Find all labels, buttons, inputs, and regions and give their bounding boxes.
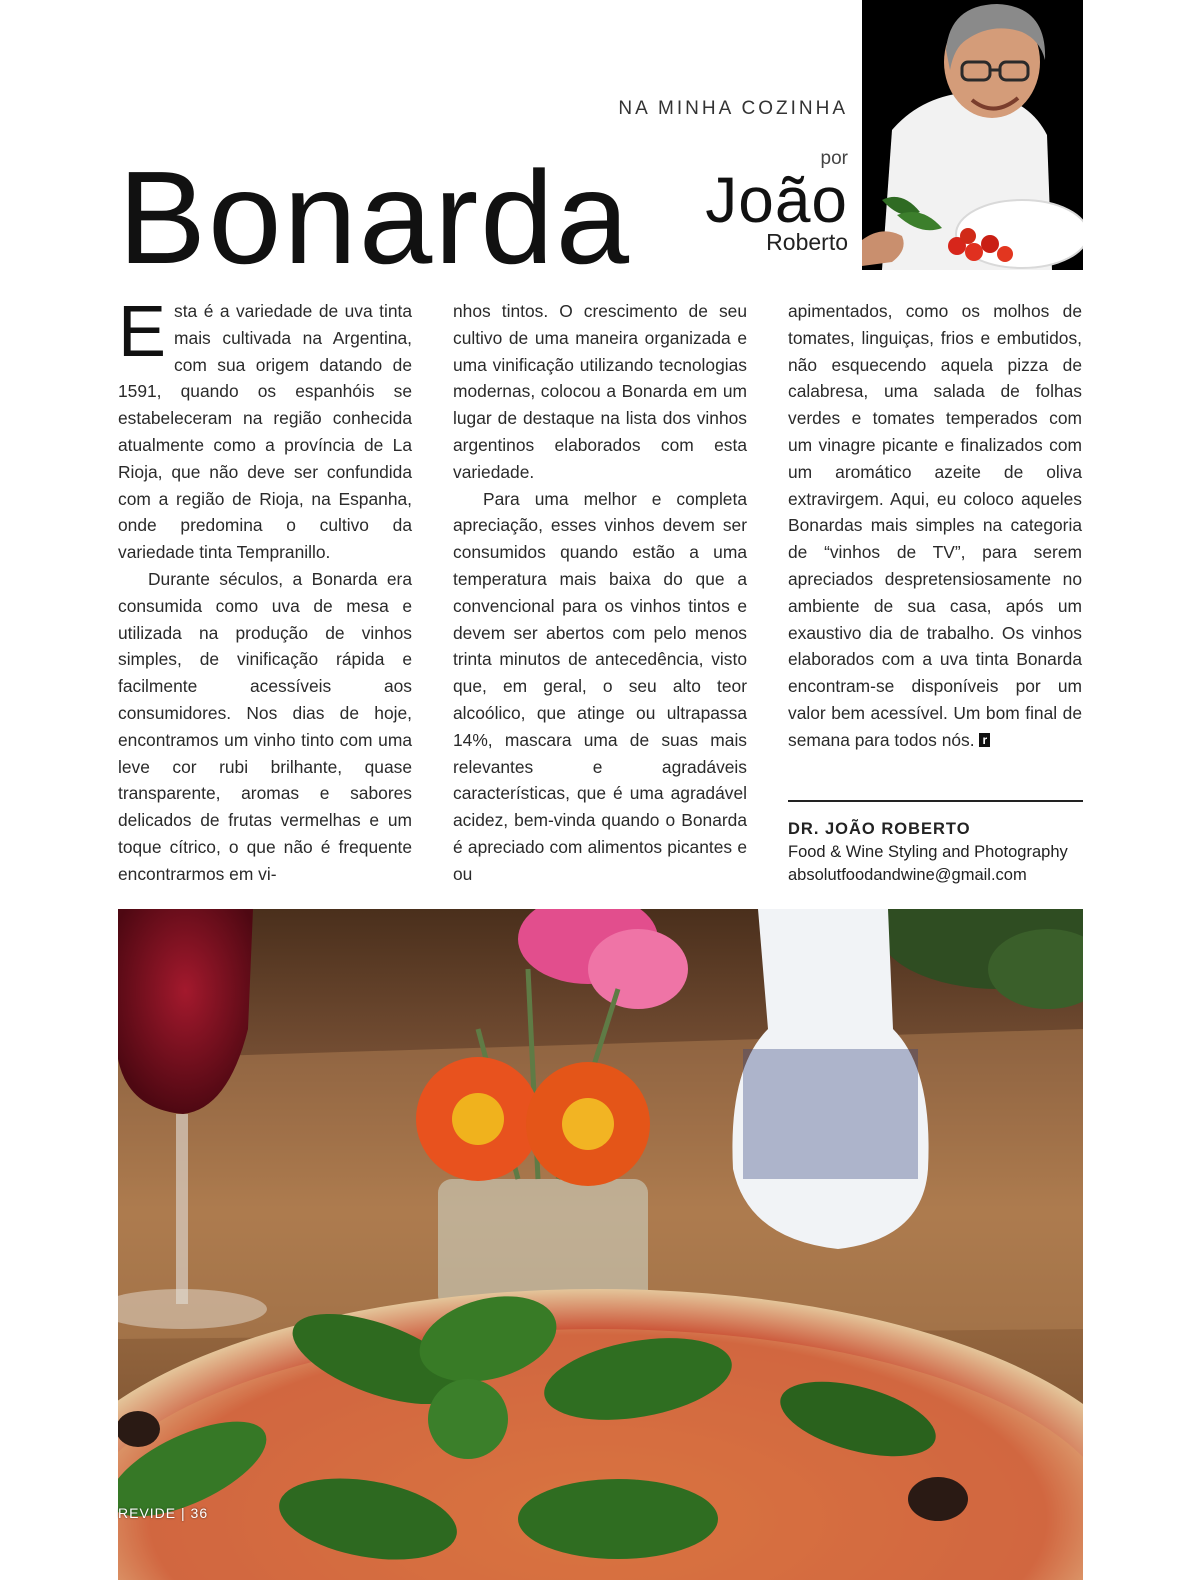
paragraph: Para uma melhor e completa apreciação, esses vinhos devem ser consumidos quando estão a uma temperatura mais baixa do que a convencional para os vinhos tintos e devem ser abertos com pelo menos trinta minutos de antecedência, visto que, em geral, o seu alto teor alcoólico, que atinge ou ultrapassa 14%, mascara uma de suas mais relevantes e agradáveis características, que é uma agradável acidez, bem-vinda quando o Bonarda é apreciado com alimentos picantes e ou: [453, 488, 747, 884]
signature-name: DR. JOÃO ROBERTO: [788, 820, 971, 838]
food-photo: [118, 909, 1083, 1580]
column-2: [453, 298, 747, 888]
author-by: por: [820, 148, 848, 169]
paragraph: [788, 298, 1082, 754]
paragraph: [118, 292, 412, 566]
food-illustration: [118, 909, 1083, 1580]
end-mark-icon: r: [979, 733, 990, 747]
signature: [788, 818, 1088, 887]
article-title: Bonarda: [118, 144, 632, 291]
paragraph-text: apimentados, como os molhos de tomates, linguiças, frios e embutidos, não esquecendo aquela pizza de calabresa, uma salada de folhas verdes e tomates temperados com um vinagre picante e finalizados com um aromático azeite de oliva extravirgem. Aqui, eu coloco aqueles Bonardas mais simples na categoria de “vinhos de TV”, para serem apreciados despretensiosamente no ambiente de sua casa, após um exaustivo dia de trabalho. Os vinhos elaborados com a uva tinta Bonarda encontram-se disponíveis por um valor bem acessível. Um bom final de semana para todos nós.: [788, 301, 1082, 750]
section-label: NA MINHA COZINHA: [618, 98, 848, 119]
signature-email[interactable]: absolutfoodandwine@gmail.com: [788, 866, 1027, 884]
author-first-name: João: [705, 164, 848, 236]
author-block: [705, 148, 848, 256]
paragraph-text: sta é a variedade de uva tinta mais cultivada na Argentina, com sua origem datando de 1591, quando os espanhóis se estabeleceram na região conhecida atualmente como a província de La Rioja, que não deve ser confundida com a região de Rioja, na Espanha, onde predomina o cultivo da variedade tinta Tempranillo.: [118, 301, 412, 563]
column-3: [788, 298, 1082, 754]
author-last-name: Roberto: [766, 228, 848, 255]
author-portrait: [862, 0, 1083, 270]
page-footer: REVIDE | 36: [118, 1505, 209, 1521]
portrait-illustration: [862, 0, 1083, 270]
signature-role: Food & Wine Styling and Photography: [788, 843, 1068, 861]
column-1: [118, 292, 412, 888]
paragraph: nhos tintos. O crescimento de seu cultivo de uma maneira organizada e uma vinificação utilizando tecnologias modernas, colocou a Bonarda em um lugar de destaque na lista dos vinhos argentinos elaborados com esta variedade.: [453, 301, 747, 482]
article-columns: [118, 292, 1083, 890]
paragraph: Durante séculos, a Bonarda era consumida como uva de mesa e utilizada na produção de vinhos simples, de vinificação rápida e facilmente acessíveis aos consumidores. Nos dias de hoje, encontramos um vinho tinto com uma leve cor rubi brilhante, quase transparente, aromas e sabores delicados de frutas vermelhas e um toque cítrico, o que não é frequente encontrarmos em vi-: [118, 568, 412, 884]
signature-rule: [788, 800, 1083, 802]
drop-cap: E: [118, 292, 167, 372]
